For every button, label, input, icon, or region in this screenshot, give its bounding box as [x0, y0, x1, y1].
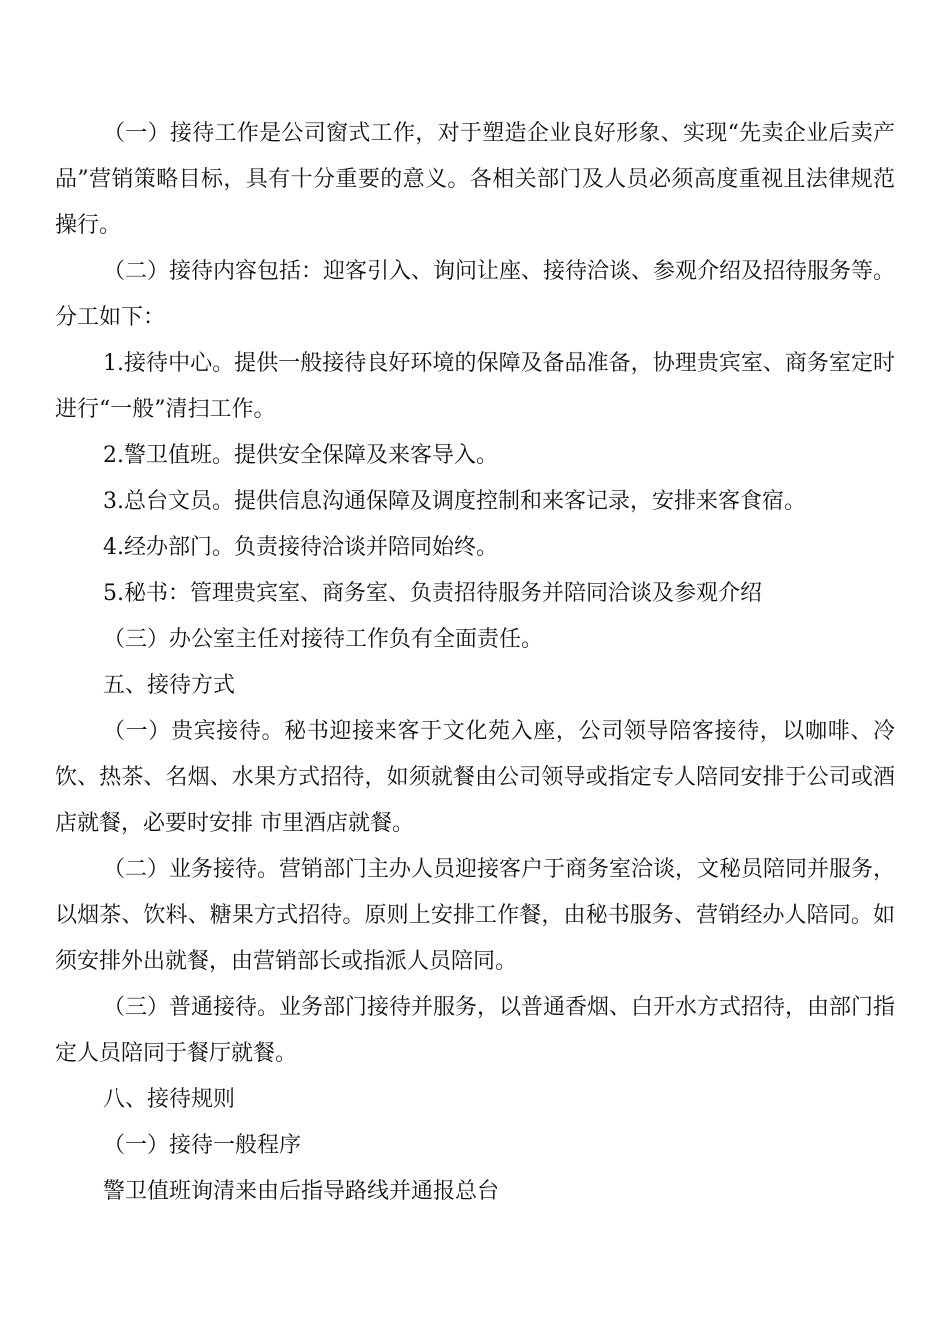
paragraph-handling-department: 4.经办部门。负责接待洽谈并陪同始终。: [103, 535, 498, 560]
paragraph-reception-importance: （一）接待工作是公司窗式工作，对于塑造企业良好形象、实现“先卖企业后卖产品”营销策略目标，具有十分重要的意义。各相关部门及人员必须高度重视且法律规范操行。: [55, 121, 895, 238]
paragraph-reception-content: （二）接待内容包括：迎客引入、询问让座、接待洽谈、参观介绍及招待服务等。分工如下：: [55, 259, 896, 330]
paragraph-guard-duty: 2.警卫值班。提供安全保障及来客导入。: [103, 443, 498, 468]
document-body: [55, 111, 895, 1215]
heading-reception-methods: 五、接待方式: [103, 673, 236, 698]
paragraph-guard-procedure: 警卫值班询清来由后指导路线并通报总台: [103, 1179, 500, 1204]
paragraph-ordinary-reception: （三）普通接待。业务部门接待并服务，以普通香烟、白开水方式招待，由部门指定人员陪同于餐厅就餐。: [55, 995, 896, 1066]
paragraph-front-desk-clerk: 3.总台文员。提供信息沟通保障及调度控制和来客记录，安排来客食宿。: [103, 489, 806, 514]
paragraph-business-reception: （二）业务接待。营销部门主办人员迎接客户于商务室洽谈，文秘员陪同并服务，以烟茶、饮料、糖果方式招待。原则上安排工作餐，由秘书服务、营销经办人陪同。如须安排外出就餐，由营销部长或指派人员陪同。: [55, 857, 896, 974]
heading-reception-rules: 八、接待规则: [103, 1087, 236, 1112]
paragraph-secretary: 5.秘书：管理贵宾室、商务室、负责招待服务并陪同洽谈及参观介绍: [103, 581, 762, 606]
subheading-general-procedure: （一）接待一般程序: [103, 1133, 302, 1158]
paragraph-office-director: （三）办公室主任对接待工作负有全面责任。: [103, 627, 544, 652]
paragraph-vip-reception: （一）贵宾接待。秘书迎接来客于文化苑入座，公司领导陪客接待，以咖啡、冷饮、热茶、名烟、水果方式招待，如须就餐由公司领导或指定专人陪同安排于公司或酒店就餐，必要时安排 市里酒店就餐。: [55, 719, 895, 836]
paragraph-reception-center: 1.接待中心。提供一般接待良好环境的保障及备品准备，协理贵宾室、商务室定时进行“一般”清扫工作。: [55, 351, 895, 422]
